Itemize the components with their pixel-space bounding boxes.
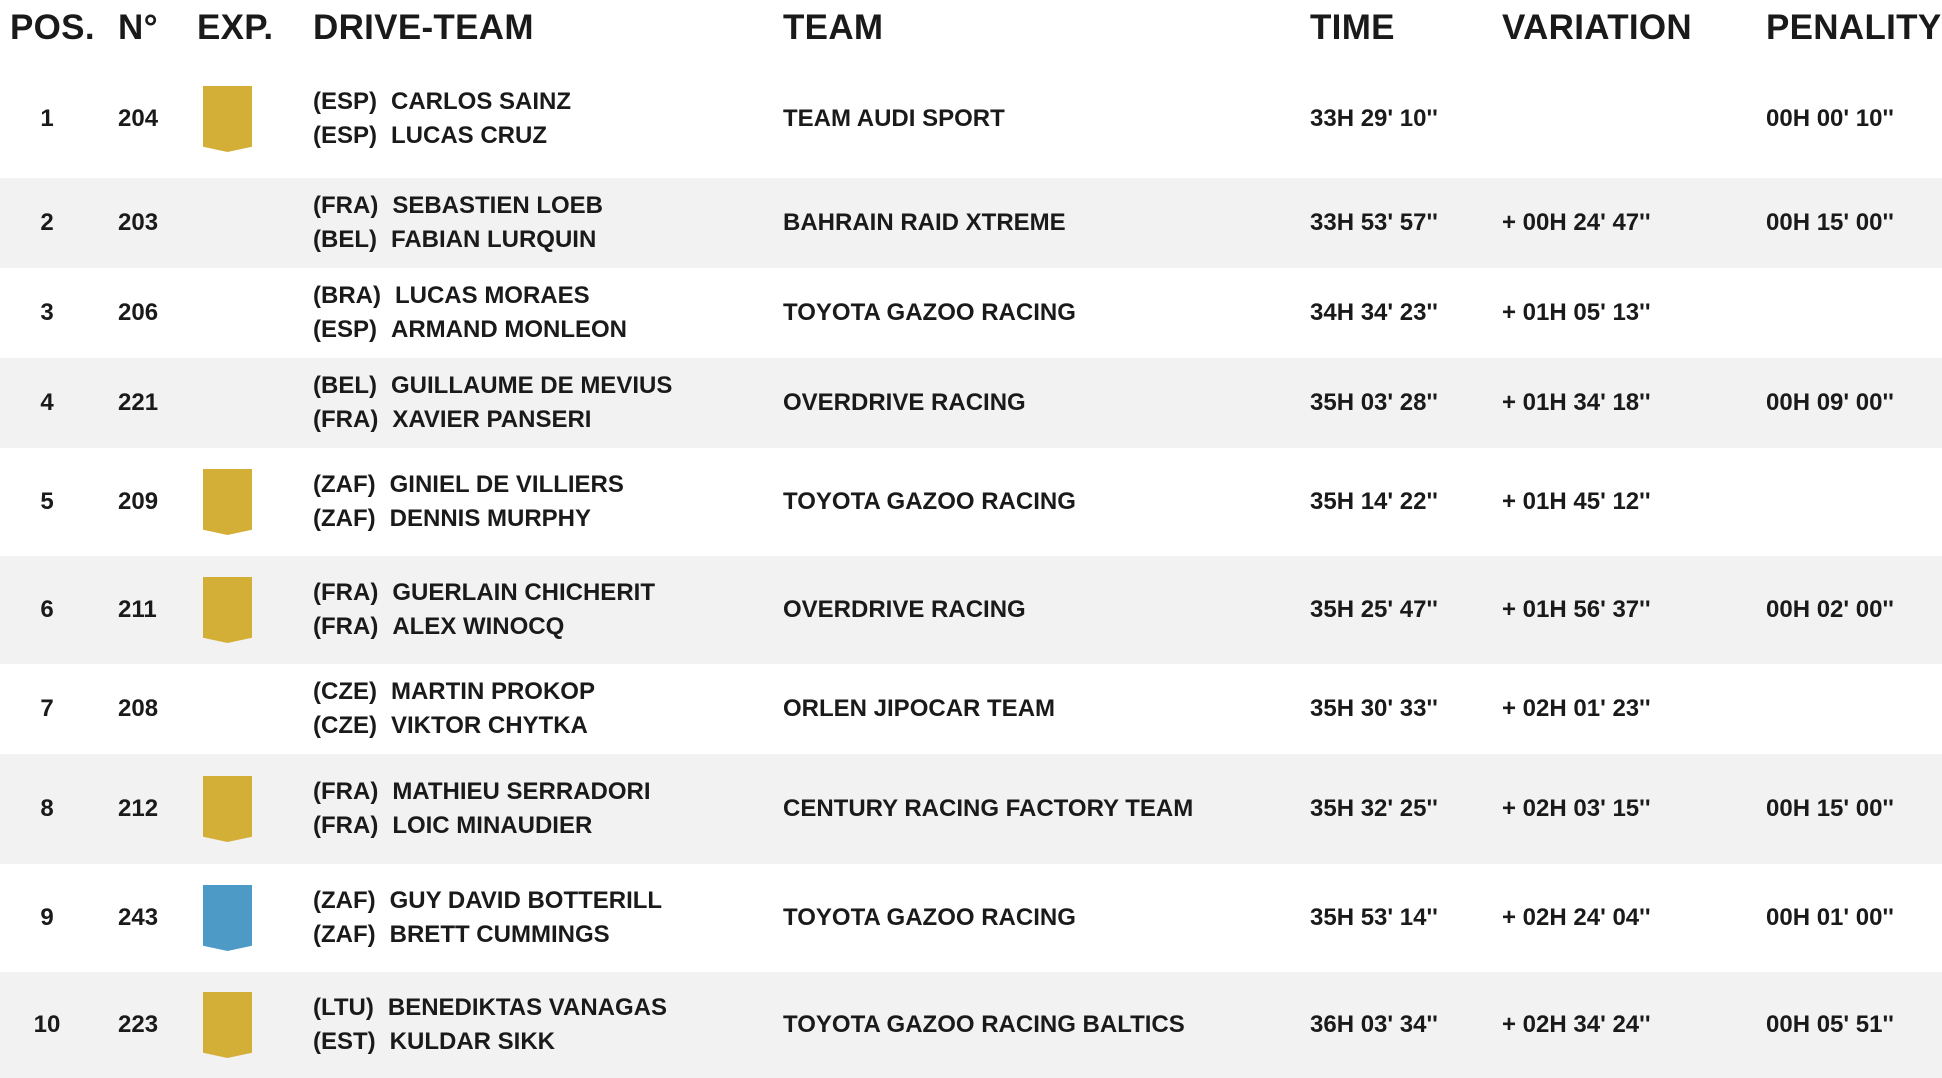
driver-name[interactable]: GUERLAIN CHICHERIT	[392, 579, 655, 606]
co-driver-name[interactable]: XAVIER PANSERI	[392, 406, 592, 433]
car-number-cell: 211	[118, 596, 157, 623]
penalty-cell: 00H 05' 51''	[1766, 1011, 1894, 1038]
time-cell: 35H 30' 33''	[1310, 695, 1438, 722]
time-cell: 34H 34' 23''	[1310, 299, 1438, 326]
time-cell: 35H 14' 22''	[1310, 488, 1438, 515]
car-number-cell: 212	[118, 795, 159, 822]
team-cell: BAHRAIN RAID XTREME	[783, 209, 1066, 236]
co-driver-line	[313, 610, 655, 644]
variation-cell: + 02H 03' 15''	[1502, 795, 1651, 822]
drive-team-cell	[313, 991, 667, 1059]
experience-cell	[203, 469, 252, 535]
header-exp: EXP.	[197, 8, 274, 47]
header-number: N°	[118, 8, 158, 47]
co-driver-country: (BEL)	[313, 226, 377, 253]
position-cell: 3	[40, 299, 54, 326]
drive-team-cell	[313, 468, 624, 536]
co-driver-line	[313, 709, 595, 743]
driver-name[interactable]: MARTIN PROKOP	[390, 678, 595, 705]
driver-line	[313, 279, 627, 313]
variation-cell: + 02H 24' 04''	[1502, 904, 1651, 931]
team-cell: ORLEN JIPOCAR TEAM	[783, 695, 1056, 722]
co-driver-name[interactable]: LUCAS CRUZ	[391, 122, 548, 149]
time-cell: 35H 53' 14''	[1310, 904, 1438, 931]
driver-name[interactable]: LUCAS MORAES	[394, 282, 590, 309]
driver-line	[313, 775, 651, 809]
header-variation: VARIATION	[1502, 8, 1693, 47]
driver-name[interactable]: GUY DAVID BOTTERILL	[389, 887, 663, 914]
gold-badge-icon	[203, 469, 252, 535]
team-cell: TOYOTA GAZOO RACING	[783, 299, 1076, 326]
gold-badge-icon	[203, 776, 252, 842]
table-header	[0, 0, 1942, 60]
team-cell: TOYOTA GAZOO RACING	[783, 904, 1076, 931]
table-row[interactable]	[0, 268, 1942, 358]
variation-cell: + 00H 24' 47''	[1502, 209, 1651, 236]
driver-line	[313, 189, 603, 223]
drive-team-cell	[313, 369, 672, 437]
co-driver-country: (ESP)	[313, 122, 378, 149]
driver-name[interactable]: CARLOS SAINZ	[391, 88, 572, 115]
table-row[interactable]	[0, 972, 1942, 1078]
co-driver-line	[313, 313, 627, 347]
variation-cell: + 01H 56' 37''	[1502, 596, 1651, 623]
position-cell: 2	[40, 209, 54, 236]
experience-cell	[203, 577, 252, 643]
driver-country: (FRA)	[313, 778, 379, 805]
driver-line	[313, 468, 624, 502]
driver-name[interactable]: BENEDIKTAS VANAGAS	[387, 994, 667, 1021]
co-driver-line	[313, 809, 651, 843]
variation-cell: + 02H 34' 24''	[1502, 1011, 1651, 1038]
experience-cell	[203, 992, 252, 1058]
co-driver-country: (ZAF)	[313, 921, 376, 948]
penalty-cell: 00H 15' 00''	[1766, 209, 1894, 236]
co-driver-name[interactable]: BRETT CUMMINGS	[389, 921, 610, 948]
car-number-cell: 203	[118, 209, 159, 236]
table-row[interactable]	[0, 864, 1942, 972]
drive-team-cell	[313, 189, 603, 257]
team-cell: OVERDRIVE RACING	[783, 596, 1026, 623]
team-cell: CENTURY RACING FACTORY TEAM	[783, 795, 1194, 822]
variation-cell: + 01H 05' 13''	[1502, 299, 1651, 326]
co-driver-name[interactable]: ALEX WINOCQ	[392, 613, 565, 640]
table-row[interactable]	[0, 754, 1942, 864]
position-cell: 10	[33, 1011, 61, 1038]
team-cell: TOYOTA GAZOO RACING BALTICS	[783, 1011, 1185, 1038]
position-cell: 5	[40, 488, 54, 515]
time-cell: 35H 32' 25''	[1310, 795, 1438, 822]
table-body	[0, 60, 1942, 1078]
car-number-cell: 223	[118, 1011, 159, 1038]
time-cell: 36H 03' 34''	[1310, 1011, 1438, 1038]
drive-team-cell	[313, 85, 571, 153]
team-cell: OVERDRIVE RACING	[783, 389, 1026, 416]
driver-country: (ESP)	[313, 88, 378, 115]
team-cell: TOYOTA GAZOO RACING	[783, 488, 1076, 515]
co-driver-country: (ZAF)	[313, 505, 376, 532]
co-driver-country: (EST)	[313, 1028, 376, 1055]
co-driver-country: (FRA)	[313, 812, 379, 839]
driver-line	[313, 675, 595, 709]
drive-team-cell	[313, 576, 655, 644]
driver-name[interactable]: GUILLAUME DE MEVIUS	[390, 372, 673, 399]
co-driver-name[interactable]: ARMAND MONLEON	[391, 316, 627, 343]
co-driver-line	[313, 918, 662, 952]
driver-line	[313, 576, 655, 610]
co-driver-name[interactable]: VIKTOR CHYTKA	[390, 712, 588, 739]
position-cell: 1	[40, 105, 54, 132]
header-time: TIME	[1310, 8, 1395, 47]
gold-badge-icon	[203, 577, 252, 643]
driver-country: (CZE)	[313, 678, 377, 705]
table-row[interactable]	[0, 448, 1942, 556]
variation-cell: + 02H 01' 23''	[1502, 695, 1651, 722]
co-driver-country: (FRA)	[313, 613, 379, 640]
co-driver-line	[313, 223, 603, 257]
driver-line	[313, 884, 662, 918]
header-team: TEAM	[783, 8, 884, 47]
position-cell: 4	[40, 389, 54, 416]
drive-team-cell	[313, 279, 627, 347]
co-driver-line	[313, 403, 672, 437]
car-number-cell: 206	[118, 299, 159, 326]
driver-country: (ZAF)	[313, 887, 376, 914]
driver-country: (FRA)	[313, 579, 379, 606]
drive-team-cell	[313, 884, 662, 952]
experience-cell	[203, 86, 252, 152]
experience-cell	[203, 885, 252, 951]
table-row[interactable]	[0, 178, 1942, 268]
co-driver-name[interactable]: KULDAR SIKK	[389, 1028, 555, 1055]
drive-team-cell	[313, 675, 595, 743]
driver-country: (LTU)	[313, 994, 374, 1021]
car-number-cell: 208	[118, 695, 159, 722]
header-drive-team: DRIVE-TEAM	[313, 8, 534, 47]
time-cell: 33H 29' 10''	[1310, 105, 1438, 132]
gold-badge-icon	[203, 992, 252, 1058]
penalty-cell: 00H 01' 00''	[1766, 904, 1894, 931]
blue-badge-icon	[203, 885, 252, 951]
driver-line	[313, 85, 571, 119]
penalty-cell: 00H 15' 00''	[1766, 795, 1894, 822]
driver-line	[313, 369, 672, 403]
table-row[interactable]	[0, 664, 1942, 754]
position-cell: 7	[40, 695, 54, 722]
driver-name[interactable]: MATHIEU SERRADORI	[392, 778, 651, 805]
penalty-cell: 00H 09' 00''	[1766, 389, 1894, 416]
co-driver-name[interactable]: LOIC MINAUDIER	[392, 812, 593, 839]
table-row[interactable]	[0, 556, 1942, 664]
table-row[interactable]	[0, 60, 1942, 178]
co-driver-line	[313, 119, 571, 153]
driver-name[interactable]: GINIEL DE VILLIERS	[389, 471, 624, 498]
time-cell: 35H 03' 28''	[1310, 389, 1438, 416]
time-cell: 35H 25' 47''	[1310, 596, 1438, 623]
penalty-cell: 00H 00' 10''	[1766, 105, 1894, 132]
position-cell: 9	[40, 904, 54, 931]
drive-team-cell	[313, 775, 651, 843]
header-pos: POS.	[10, 8, 95, 47]
car-number-cell: 209	[118, 488, 159, 515]
co-driver-line	[313, 502, 624, 536]
co-driver-country: (FRA)	[313, 406, 379, 433]
position-cell: 6	[40, 596, 54, 623]
co-driver-country: (CZE)	[313, 712, 377, 739]
variation-cell: + 01H 45' 12''	[1502, 488, 1651, 515]
header-penalty: PENALITY	[1766, 8, 1942, 47]
driver-country: (BRA)	[313, 282, 381, 309]
driver-country: (FRA)	[313, 192, 379, 219]
co-driver-line	[313, 1025, 667, 1059]
driver-country: (ZAF)	[313, 471, 376, 498]
car-number-cell: 221	[118, 389, 159, 416]
car-number-cell: 204	[118, 105, 159, 132]
co-driver-name[interactable]: DENNIS MURPHY	[389, 505, 591, 532]
time-cell: 33H 53' 57''	[1310, 209, 1438, 236]
penalty-cell: 00H 02' 00''	[1766, 596, 1894, 623]
co-driver-name[interactable]: FABIAN LURQUIN	[390, 226, 597, 253]
driver-name[interactable]: SEBASTIEN LOEB	[392, 192, 604, 219]
table-row[interactable]	[0, 358, 1942, 448]
team-cell: TEAM AUDI SPORT	[783, 105, 1005, 132]
variation-cell: + 01H 34' 18''	[1502, 389, 1651, 416]
gold-badge-icon	[203, 86, 252, 152]
experience-cell	[203, 776, 252, 842]
car-number-cell: 243	[118, 904, 159, 931]
driver-line	[313, 991, 667, 1025]
co-driver-country: (ESP)	[313, 316, 378, 343]
position-cell: 8	[40, 795, 54, 822]
driver-country: (BEL)	[313, 372, 377, 399]
